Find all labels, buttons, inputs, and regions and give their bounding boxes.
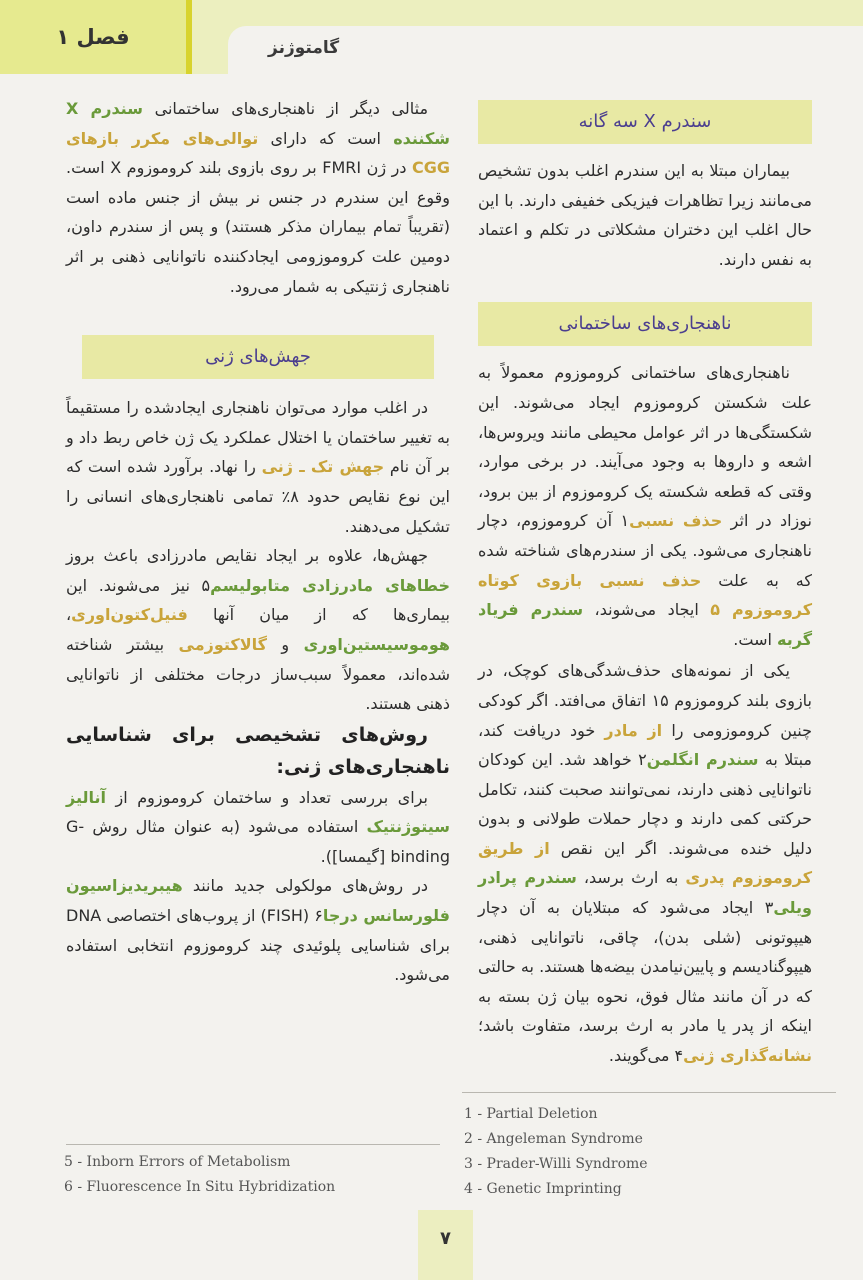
highlight-cri-du-chat: سندرم فریاد گربه — [478, 600, 812, 649]
highlight-fragile-x: سندرم X شکننده — [66, 99, 450, 148]
highlight-imprinting: نشانه‌گذاری ژنی — [683, 1046, 812, 1066]
footnotes-right — [464, 1102, 824, 1202]
highlight-paternal: از طریق کروموزوم پدری — [478, 838, 812, 888]
highlight-cgg-repeats: توالی‌های مکرر بازهای CGG — [66, 128, 451, 178]
chapter-label: فصل ۱ — [0, 0, 186, 74]
footnote-rule-right — [462, 1092, 836, 1093]
footnote-4: 4 - Genetic Imprinting — [464, 1181, 622, 1197]
footnote-6: 6 - Fluorescence In Situ Hybridization — [64, 1179, 336, 1195]
paragraph-fragile-x: مثالی دیگر از ناهنجاری‌های ساختمانی سندرم X شکننده است که دارای توالی‌های مکرر بازهای CGG در ژن FMRI بر روی بازوی بلند کروموزوم X است. وقوع این سندرم در جنس نر بیش از جنس ماده است (تقریباً تمام بیماران مذکر هستند) و پس از سندرم داون، دومین علت کروموزومی ایجادکننده ناتوانایی ذهنی بر اثر ناهنجاری ژنتیکی به شمار می‌رود. — [66, 99, 451, 296]
paragraph-diagnosis-2: در روش‌های مولکولی جدید مانند هیبریدیزاسیون فلورسانس درجا۶ (FISH) از پروب‌های اختصاصی DNA برای شناسایی پلوئیدی چند کروموزوم انتخابی استفاده می‌شود. — [66, 876, 451, 985]
highlight-angelman: سندرم انگلمن — [646, 750, 759, 770]
paragraph-triple-x: بیماران مبتلا به این سندرم اغلب بدون تشخیص می‌مانند زیرا تظاهرات فیزیکی خفیفی دارند. با این حال اغلب این دختران مشکلاتی در تکلم و اعتماد به نفس دارند. — [478, 161, 812, 269]
section-box-gene-mutations: جهش‌های ژنی — [82, 335, 434, 379]
footnote-3: 3 - Prader-Willi Syndrome — [464, 1156, 648, 1172]
highlight-pku: فنیل‌کتون‌اوری — [71, 605, 188, 625]
paragraph-mutations-2: جهش‌ها، علاوه بر ایجاد نقایص مادرزادی باعث بروز خطاهای مادرزادی متابولیسم۵ نیز می‌شوند. این بیماری‌ها که از میان آنها فنیل‌کتون‌اوری، هوموسیستین‌اوری و گالاکتوزمی بیشتر شناخته شده‌اند، معمولاً سبب‌ساز درجات مختلفی از ناتوانایی ذهنی هستند. — [66, 546, 450, 714]
page-number: ۷ — [418, 1210, 473, 1280]
highlight-metabolism-errors: خطاهای مادرزادی متابولیسم — [210, 575, 450, 595]
highlight-single-gene: جهش تک ـ ژنی — [261, 457, 385, 477]
paragraph-structural-1: ناهنجاری‌های ساختمانی کروموزوم معمولاً به علت شکستن کروموزوم ایجاد می‌شوند. این شکستگی‌ها در اثر عوامل محیطی مانند ویروس‌ها، اشعه و داروها به وجود می‌آیند. در برخی موارد، وقتی که قطعه شکسته یک کروموزوم از بین برود، نوزاد در اثر حذف نسبی۱ آن کروموزوم، دچار ناهنجاری می‌شود. یکی از سندرم‌های شناخته شده که به علت حذف نسبی بازوی کوتاه کروموزوم ۵ ایجاد می‌شوند، سندرم فریاد گربه است. — [478, 363, 813, 649]
running-title: گامتوژنز — [268, 38, 340, 58]
highlight-short-arm-5: حذف نسبی بازوی کوتاه کروموزوم ۵ — [478, 570, 813, 620]
highlight-cytogenetic: آنالیز سیتوژنتیک — [66, 787, 450, 837]
diagnostic-methods-heading: روش‌های تشخیصی برای شناسایی ناهنجاری‌های ژنی: — [66, 723, 450, 778]
footnote-1: 1 - Partial Deletion — [464, 1106, 598, 1122]
section-box-triple-x: سندرم X سه گانه — [478, 100, 812, 144]
highlight-prader-willi: سندرم پرادر ویلی — [478, 868, 812, 918]
footnote-5: 5 - Inborn Errors of Metabolism — [64, 1154, 291, 1170]
highlight-fish: هیبریدیزاسیون فلورسانس درجا — [66, 876, 451, 926]
paragraph-diagnosis-1: برای بررسی تعداد و ساختمان کروموزوم از آنالیز سیتوژنتیک استفاده می‌شود (به عنوان مثال روش G-binding [گیمسا]). — [66, 787, 450, 866]
chapter-divider — [186, 0, 192, 74]
footnote-2: 2 - Angeleman Syndrome — [464, 1131, 643, 1147]
section-box-structural: ناهنجاری‌های ساختمانی — [478, 302, 812, 346]
highlight-galactosemia: گالاکتوزمی — [178, 634, 267, 654]
left-column — [66, 94, 450, 990]
footnotes-left — [64, 1150, 444, 1200]
highlight-partial-deletion: حذف نسبی — [629, 511, 723, 531]
footnote-rule-left — [66, 1144, 440, 1145]
highlight-from-mother: از مادر — [604, 720, 663, 740]
right-column — [478, 100, 812, 1071]
paragraph-mutations-1: در اغلب موارد می‌توان ناهنجاری ایجادشده را مستقیماً به تغییر ساختمان یا اختلال عملکرد یک ژن خاص ربط داد و بر آن نام جهش تک ـ ژنی را نهاد. برآورد شده است که این نوع نقایص حدود ۸٪ تمامی ناهنجاری‌های انسانی را تشکیل می‌دهند. — [66, 398, 451, 536]
running-header — [228, 26, 863, 74]
highlight-homocystinuria: هوموسیستین‌اوری — [303, 634, 450, 654]
paragraph-structural-2: یکی از نمونه‌های حذف‌شدگی‌های کوچک، در بازوی بلند کروموزوم ۱۵ اتفاق می‌افتد. اگر کودکی چنین کروموزومی را از مادر خود دریافت کند، مبتلا به سندرم انگلمن۲ خواهد شد. این کودکان ناتوانایی ذهنی دارند، نمی‌توانند صحبت کنند، تکامل حرکتی کمی دارند و دچار حملات طولانی و بدون دلیل خنده می‌شوند. اگر این نقص از طریق کروموزوم پدری به ارث برسد، سندرم پرادر ویلی۳ ایجاد می‌شود که مبتلایان به آن دچار هیپوتونی (شلی بدن)، چاقی، ناتوانایی ذهنی، هیپوگنادیسم و پایین‌نیامدن بیضه‌ها هستند. به حالتی که در آن مانند مثال فوق، نحوه بیان ژن بسته به اینکه از پدر یا مادر به ارث برسد، متفاوت باشد؛ نشانه‌گذاری ژنی۴ می‌گویند. — [478, 661, 813, 1066]
